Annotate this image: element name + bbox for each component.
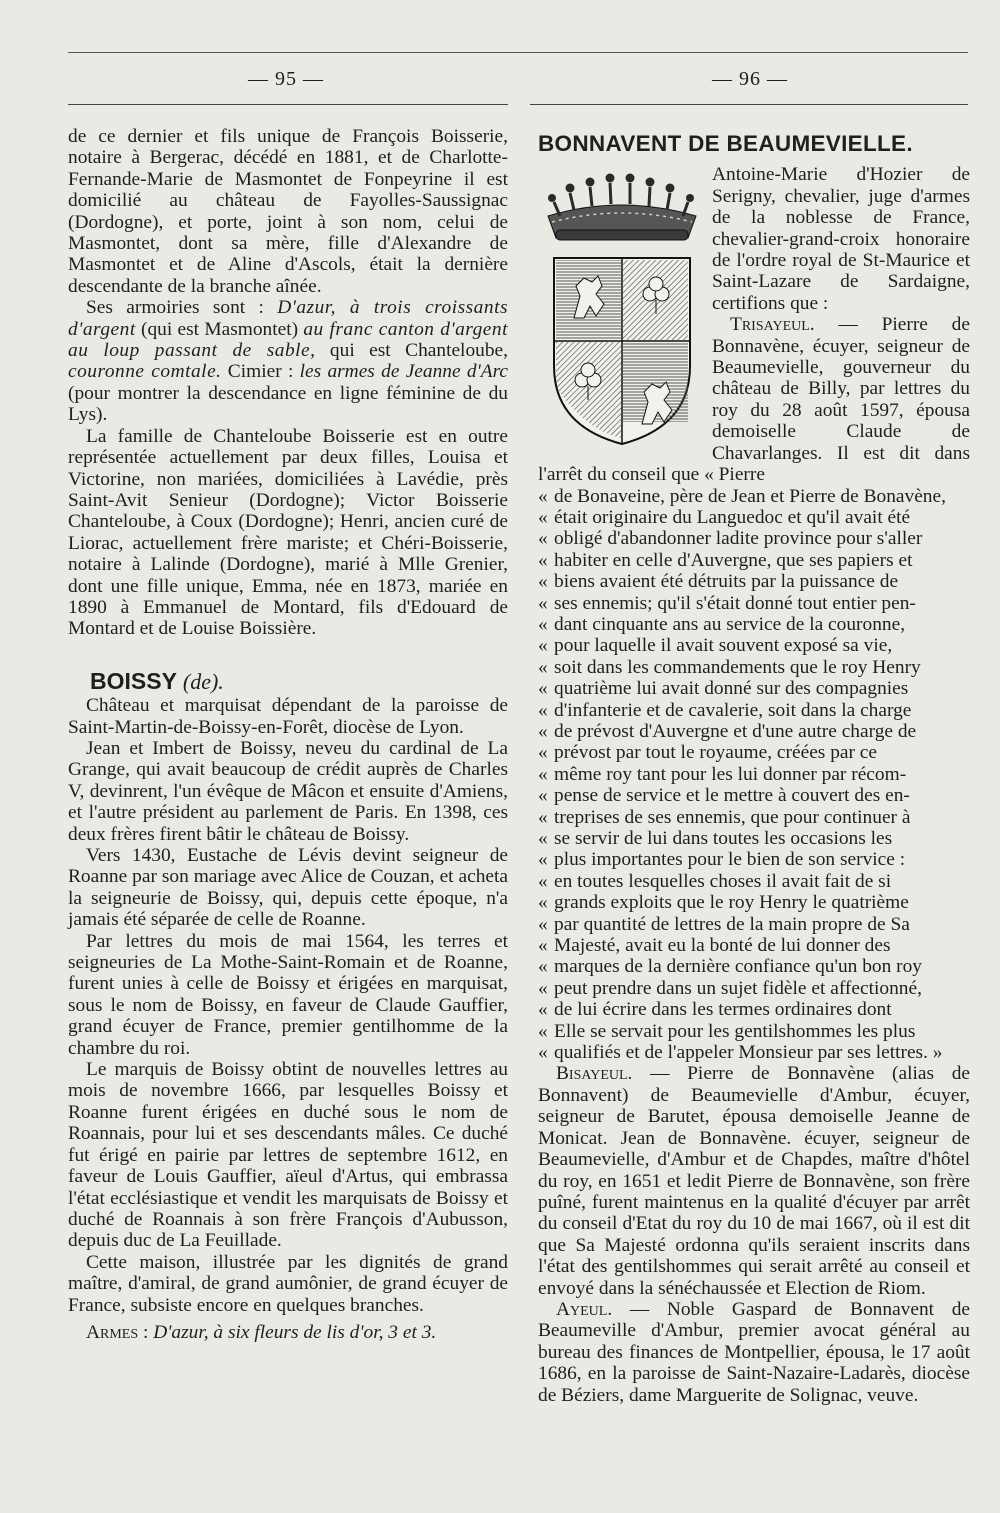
quote-line: « de prévost d'Auvergne et d'une autre charge de	[538, 720, 917, 742]
section-title-bonnavent: BONNAVENT DE BEAUMEVIELLE.	[538, 131, 913, 156]
quote-mark: «	[538, 613, 548, 635]
quote-line: « marques de la dernière confiance qu'un bon roy	[538, 956, 922, 978]
quote-mark: «	[538, 678, 548, 700]
paragraph-hozier: Antoine-Marie d'Hozier de Serigny, chevalier, juge d'armes de la noblesse de France, chevalier-grand-croix honoraire de l'ordre royal de St-Maurice et Saint-Lazare de Sardaigne, certifions que :	[712, 164, 970, 314]
quote-line: « soit dans les commandements que le roy Henry	[538, 656, 921, 678]
quote-mark: «	[538, 892, 548, 914]
quote-mark: «	[538, 999, 548, 1021]
quote-line: « grands exploits que le roy Henry le quatrième	[538, 892, 909, 914]
quote-mark: «	[538, 913, 548, 935]
quote-mark: «	[538, 806, 548, 828]
quote-line: « par quantité de lettres de la main propre de Sa	[538, 913, 910, 935]
quote-line: « était originaire du Languedoc et qu'il avait été	[538, 506, 911, 528]
quote-line: « quatrième lui avait donné sur des compagnies	[538, 678, 909, 700]
quote-line: « obligé d'abandonner ladite province pour s'aller	[538, 528, 923, 550]
quote-mark: «	[538, 849, 548, 871]
quote-mark: «	[538, 656, 548, 678]
quote-mark: «	[538, 1042, 548, 1064]
paragraph-boissy-4: Par lettres du mois de mai 1564, les terres et seigneuries de La Mothe-Saint-Romain et de Roanne, furent unies à celle de Boissy et érigées en marquisat, sous le nom de Boissy, en faveur de Claude Gauffier, grand écuyer de France, premier gentilhomme de la chambre du roi.	[68, 930, 508, 1059]
coronet-icon	[538, 164, 706, 248]
quote-line: « pense de service et le mettre à couvert des en-	[538, 785, 910, 807]
quote-line: « Elle se servait pour les gentilshommes les plus	[538, 1020, 916, 1042]
quote-line: « prévost par tout le royaume, créées par ce	[538, 742, 878, 764]
quote-mark: «	[538, 763, 548, 785]
quote-line: « habiter en celle d'Auvergne, que ses papiers et	[538, 549, 913, 571]
quote-mark: «	[538, 828, 548, 849]
quote-mark: «	[538, 635, 548, 657]
right-page-number: — 96 —	[712, 68, 788, 90]
quote-line: « se servir de lui dans toutes les occasions les	[538, 828, 893, 849]
coat-of-arms-block	[538, 164, 706, 454]
top-rule	[68, 52, 968, 53]
quote-line: « de Bonaveine, père de Jean et Pierre de Bonavène,	[538, 485, 946, 507]
quote-line: « Majesté, avait eu la bonté de lui donner des	[538, 935, 891, 957]
paragraph-boissy-2: Jean et Imbert de Boissy, neveu du cardinal de La Grange, qui avait beaucoup de crédit auprès de Charles V, devinrent, l'un évêque de Mâcon et ensuite d'Amiens, et l'autre président au parlement de Paris. En 1398, ces deux frères firent bâtir le château de Boissy.	[68, 737, 508, 845]
quote-mark: «	[538, 699, 548, 721]
paragraph-armes: Armes : D'azur, à six fleurs de lis d'or, 3 et 3.	[86, 1321, 437, 1343]
quote-mark: «	[538, 592, 548, 614]
paragraph-chanteloube: La famille de Chanteloube Boisserie est en outre représentée actuellement par deux filles, Louisa et Victorine, non mariées, domiciliées à Lavédie, près Saint-Avit Senieur (Dordogne); Victor Boisserie Chanteloube, à Coux (Dordogne); Henri, ancien curé de Liorac, actuellement frère mariste; et Chéri-Boisserie, notaire à Lalinde (Dordogne), marié à Mlle Grenier, dont une fille unique, Emma, née en 1873, mariée en 1890 à Emmanuel de Montard, fils d'Edouard de Montard et de Louise Boissière.	[68, 425, 508, 640]
quote-line: « ses ennemis; qu'il s'était donné tout entier pen-	[538, 592, 916, 614]
quote-mark: «	[538, 720, 548, 742]
right-column	[538, 133, 970, 1406]
paragraph-boisserie: de ce dernier et fils unique de François Boisserie, notaire à Bergerac, décédé en 1881, et de Charlotte-Fernande-Marie de Masmontet de Fonpeyrine il est domicilié au château de Fayolles-Saussignac (Dordogne), et porte, joint à son nom, celui de Masmontet, dont sa mère, fille d'Alexandre de Masmontet et de Aline d'Ascols, était la dernière descendante de la branche aînée.	[68, 126, 508, 297]
paragraph-boissy-6: Cette maison, illustrée par les dignités de grand maître, d'amiral, de grand aumônier, de grand écuyer de France, subsiste encore en quelques branches.	[68, 1251, 508, 1316]
quote-mark: «	[538, 506, 548, 528]
quote-line: « treprises de ses ennemis, que pour continuer à	[538, 806, 911, 828]
quote-line: « d'infanterie et de cavalerie, soit dans la charge	[538, 699, 912, 721]
left-header-rule	[68, 104, 508, 105]
quote-mark: «	[538, 485, 548, 507]
quote-line: « peut prendre dans un sujet fidèle et affectionné,	[538, 977, 922, 999]
quote-mark: «	[538, 870, 548, 892]
quote-mark: «	[538, 956, 548, 978]
left-page-number: — 95 —	[248, 68, 324, 90]
quote-mark: «	[538, 742, 548, 764]
paragraph-ayeul: Ayeul. — Noble Gaspard de Bonnavent de Beaumeville d'Ambur, premier avocat général au bureau des finances de Montpellier, épousa, le 17 août 1686, en la paroisse de Saint-Nazaire-Ladarès, diocèse de Béziers, dame Marguerite de Solignac, veuve.	[538, 1298, 970, 1406]
paragraph-boissy-3: Vers 1430, Eustache de Lévis devint seigneur de Roanne par son mariage avec Alice de Couzan, et acheta la seigneurie de Boissy, qui, depuis cette époque, n'a jamais été séparée de celle de Roanne.	[68, 845, 508, 931]
quote-line: « en toutes lesquelles choses il avait fait de si	[538, 870, 892, 892]
coat-of-arms-icon	[552, 256, 692, 446]
quote-line: « même roy tant pour les lui donner par récom-	[538, 763, 907, 785]
quote-line: « plus importantes pour le bien de son service :	[538, 849, 906, 871]
quote-line: « de lui écrire dans les termes ordinaires dont	[538, 999, 892, 1021]
right-header-rule	[530, 104, 968, 105]
quote-mark: «	[538, 549, 548, 571]
paragraph-armoiries: Ses armoiries sont : D'azur, à trois croissants d'argent (qui est Masmontet) au franc canton d'argent au loup passant de sable, qui est Chanteloube, couronne comtale. Cimier : les armes de Jeanne d'Arc (pour montrer la descendance en ligne féminine de du Lys).	[68, 297, 509, 426]
quote-mark: «	[538, 571, 548, 593]
paragraph-boissy-1: Château et marquisat dépendant de la paroisse de Saint-Martin-de-Boissy-en-Forêt, diocèse de Lyon.	[68, 695, 508, 738]
quote-line: « dant cinquante ans au service de la couronne,	[538, 613, 906, 635]
paragraph-boissy-5: Le marquis de Boissy obtint de nouvelles lettres au mois de novembre 1666, par lesquelles Boissy et Roanne furent érigées en duché sous le nom de Roannais, pour lui et ses descendants mâles. Ce duché fut érigé en pairie par lettres de septembre 1612, en faveur de Louis Gauffier, aïeul d'Artus, qui embrassa l'état ecclésiastique et vendit les marquisats de Boissy et duché de Roannais à son frère François d'Aubusson, depuis duc de La Feuillade.	[68, 1059, 508, 1252]
quote-line: « biens avaient été détruits par la puissance de	[538, 571, 899, 593]
quote-mark: «	[538, 935, 548, 957]
quote-mark: «	[538, 528, 548, 550]
paragraph-bisayeul: Bisayeul. — Pierre de Bonnavène (alias de Bonnavent) de Beaumevielle d'Ambur, écuyer, seigneur de Barutet, épousa demoiselle Jeanne de Monicat. Jean de Bonnavène. écuyer, seigneur de Beaumevielle, d'Ambur et de Chapdes, maître d'hôtel du roy, en 1651 et ledit Pierre de Bonnavène, son frère puîné, furent maintenus en la qualité d'écuyer par arrêt du conseil d'Etat du roy du 10 de mai 1667, où il est dit que Sa Majesté ordonna qu'ils seraient inscrits dans l'état des gentilshommes qui serait arrêté au conseil et envoyé dans la sénéchaussée et Election de Riom.	[538, 1063, 970, 1299]
left-column	[68, 126, 508, 1343]
quote-mark: «	[538, 1020, 548, 1042]
quoted-arret	[538, 486, 970, 1064]
quote-mark: «	[538, 977, 548, 999]
section-title-boissy: BOISSY (de).	[90, 667, 224, 694]
quote-line: « pour laquelle il avait souvent exposé sa vie,	[538, 635, 893, 657]
quote-mark: «	[538, 785, 548, 807]
quote-line: « qualifiés et de l'appeler Monsieur par ses lettres. »	[538, 1042, 943, 1064]
paragraph-trisayeul: Trisayeul. — Pierre de Bonnavène, écuyer, seigneur de Beaumevielle, gouverneur du château de Billy, par lettres du roy du 28 août 1597, épousa demoiselle Claude de Chavarlanges. Il est dit dans l'arrêt du conseil que « Pierre	[538, 314, 970, 486]
